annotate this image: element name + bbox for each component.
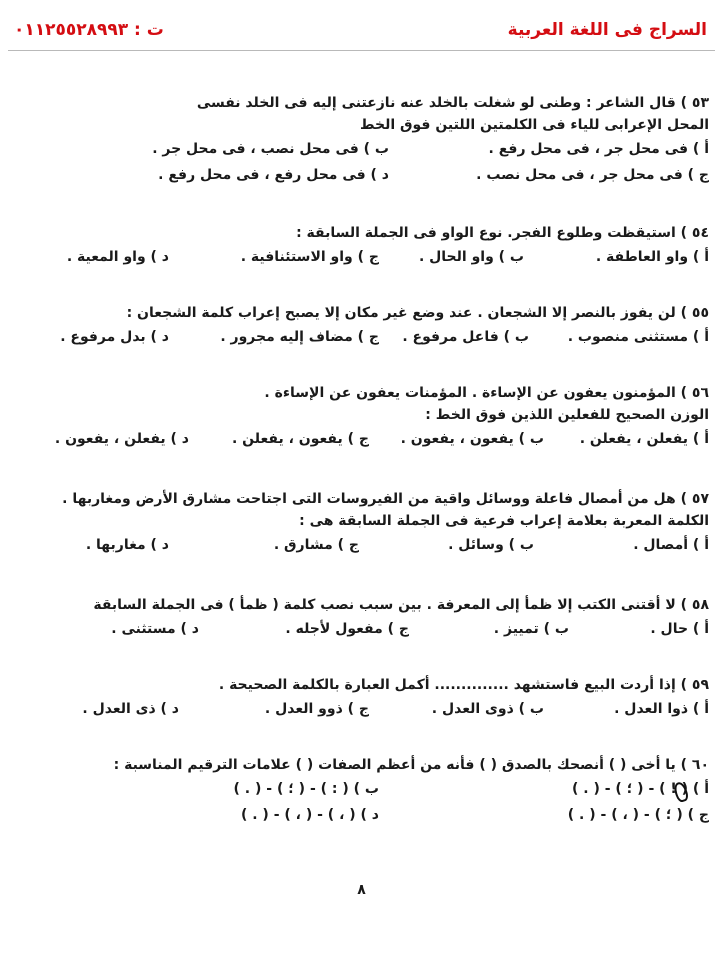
options-row: [14, 616, 709, 642]
option-c[interactable]: ج ) واو الاستئنافية .: [240, 249, 379, 265]
question-59: [14, 674, 709, 722]
option-a[interactable]: أ ) أمصال .: [633, 537, 709, 553]
question-53: [14, 92, 709, 188]
options-row: [14, 696, 709, 722]
option-c[interactable]: ج ) مضاف إليه مجرور .: [220, 329, 379, 345]
option-a[interactable]: أ ) يفعلن ، يفعلن .: [579, 431, 709, 447]
option-b[interactable]: ب ) فى محل نصب ، فى محل جر .: [152, 141, 389, 157]
option-b[interactable]: ب ) ذوى العدل .: [431, 701, 544, 717]
options-row: [14, 162, 709, 188]
options-row: [14, 532, 709, 558]
option-b[interactable]: ب ) وسائل .: [448, 537, 534, 553]
option-a[interactable]: أ ) مستثنى منصوب .: [567, 329, 709, 345]
question-60: [14, 754, 709, 828]
option-b[interactable]: ب ) واو الحال .: [418, 249, 524, 265]
question-text: ٥٤ ) استيقظت وطلوع الفجر. نوع الواو فى الجملة السابقة :: [296, 225, 709, 241]
option-d[interactable]: د ) مستثنى .: [111, 621, 199, 637]
option-a[interactable]: أ ) حال .: [650, 621, 709, 637]
page-header: [10, 12, 713, 52]
option-d[interactable]: د ) فى محل رفع ، فى محل رفع .: [158, 167, 389, 183]
option-c[interactable]: ج ) مشارق .: [273, 537, 359, 553]
question-56: [14, 382, 709, 452]
question-text: ٥٣ ) قال الشاعر : وطنى لو شغلت بالخلد عنه نازعتنى إليه فى الخلد نفسى: [196, 95, 709, 111]
options-row: [14, 324, 709, 350]
options-row: [14, 426, 709, 452]
question-instruction: الوزن الصحيح للفعلين اللذين فوق الخط :: [425, 407, 709, 423]
option-d[interactable]: د ) يفعلن ، يفعون .: [54, 431, 189, 447]
options-row: [14, 136, 709, 162]
page-number: ٨: [357, 882, 366, 898]
question-text: ٥٨ ) لا أقتنى الكتب إلا ظمأ إلى المعرفة . بين سبب نصب كلمة ( ظمأ ) فى الجملة السابقة: [93, 597, 709, 613]
option-b[interactable]: ب ) يفعون ، يفعون .: [400, 431, 544, 447]
option-d[interactable]: د ) ( ، ) - ( ، ) - ( . ): [240, 807, 379, 823]
brand-title: السراج فى اللغة العربية: [507, 20, 707, 40]
option-d[interactable]: د ) مغاربها .: [85, 537, 169, 553]
phone-number: ت : ٠١١٢٥٥٢٨٩٩٣: [14, 20, 164, 40]
question-text: ٦٠ ) يا أخى ( ) أنصحك بالصدق ( ) فأنه من أعظم الصفات ( ) علامات الترقيم المناسبة :: [113, 757, 709, 773]
question-text: ٥٩ ) إذا أردت البيع فاستشهد .............. أكمل العبارة بالكلمة الصحيحة .: [218, 677, 709, 693]
question-57: [14, 488, 709, 558]
option-d[interactable]: د ) ذى العدل .: [82, 701, 179, 717]
question-text: ٥٥ ) لن يفوز بالنصر إلا الشجعان . عند وضع غير مكان إلا يصبح إعراب كلمة الشجعان :: [126, 305, 709, 321]
question-text: ٥٦ ) المؤمنون يعفون عن الإساءة . المؤمنات يعفون عن الإساءة .: [264, 385, 709, 401]
question-text: ٥٧ ) هل من أمصال فاعلة ووسائل واقية من الفيروسات التى اجتاحت مشارق الأرض ومغاربها .: [62, 491, 709, 507]
question-58: [14, 594, 709, 642]
option-c[interactable]: ج ) فى محل جر ، فى محل نصب .: [476, 167, 709, 183]
option-c[interactable]: ج ) يفعون ، يفعلن .: [231, 431, 369, 447]
option-a[interactable]: أ ) واو العاطفة .: [595, 249, 709, 265]
option-c[interactable]: ج ) مفعول لأجله .: [285, 621, 409, 637]
option-a[interactable]: أ ) ذوا العدل .: [614, 701, 709, 717]
question-54: [14, 222, 709, 270]
header-divider: [8, 50, 715, 51]
options-row: [14, 776, 709, 802]
option-d[interactable]: د ) بدل مرفوع .: [60, 329, 169, 345]
question-instruction: المحل الإعرابى للياء فى الكلمتين اللتين فوق الخط: [359, 117, 709, 133]
question-instruction: الكلمة المعربة بعلامة إعراب فرعية فى الجملة السابقة هى :: [299, 513, 709, 529]
option-b[interactable]: ب ) تمييز .: [493, 621, 569, 637]
option-a[interactable]: أ ) فى محل جر ، فى محل رفع .: [488, 141, 709, 157]
options-row: [14, 244, 709, 270]
question-55: [14, 302, 709, 350]
option-b[interactable]: ب ) ( : ) - ( ؛ ) - ( . ): [233, 781, 379, 797]
option-b[interactable]: ب ) فاعل مرفوع .: [402, 329, 529, 345]
option-d[interactable]: د ) واو المعية .: [66, 249, 169, 265]
option-c[interactable]: ج ) ذوو العدل .: [264, 701, 369, 717]
option-c[interactable]: ج ) ( ؛ ) - ( ، ) - ( . ): [567, 807, 709, 823]
option-a[interactable]: أ ) ( ! ) - ( ؛ ) - ( . ): [572, 781, 709, 797]
options-row: [14, 802, 709, 828]
